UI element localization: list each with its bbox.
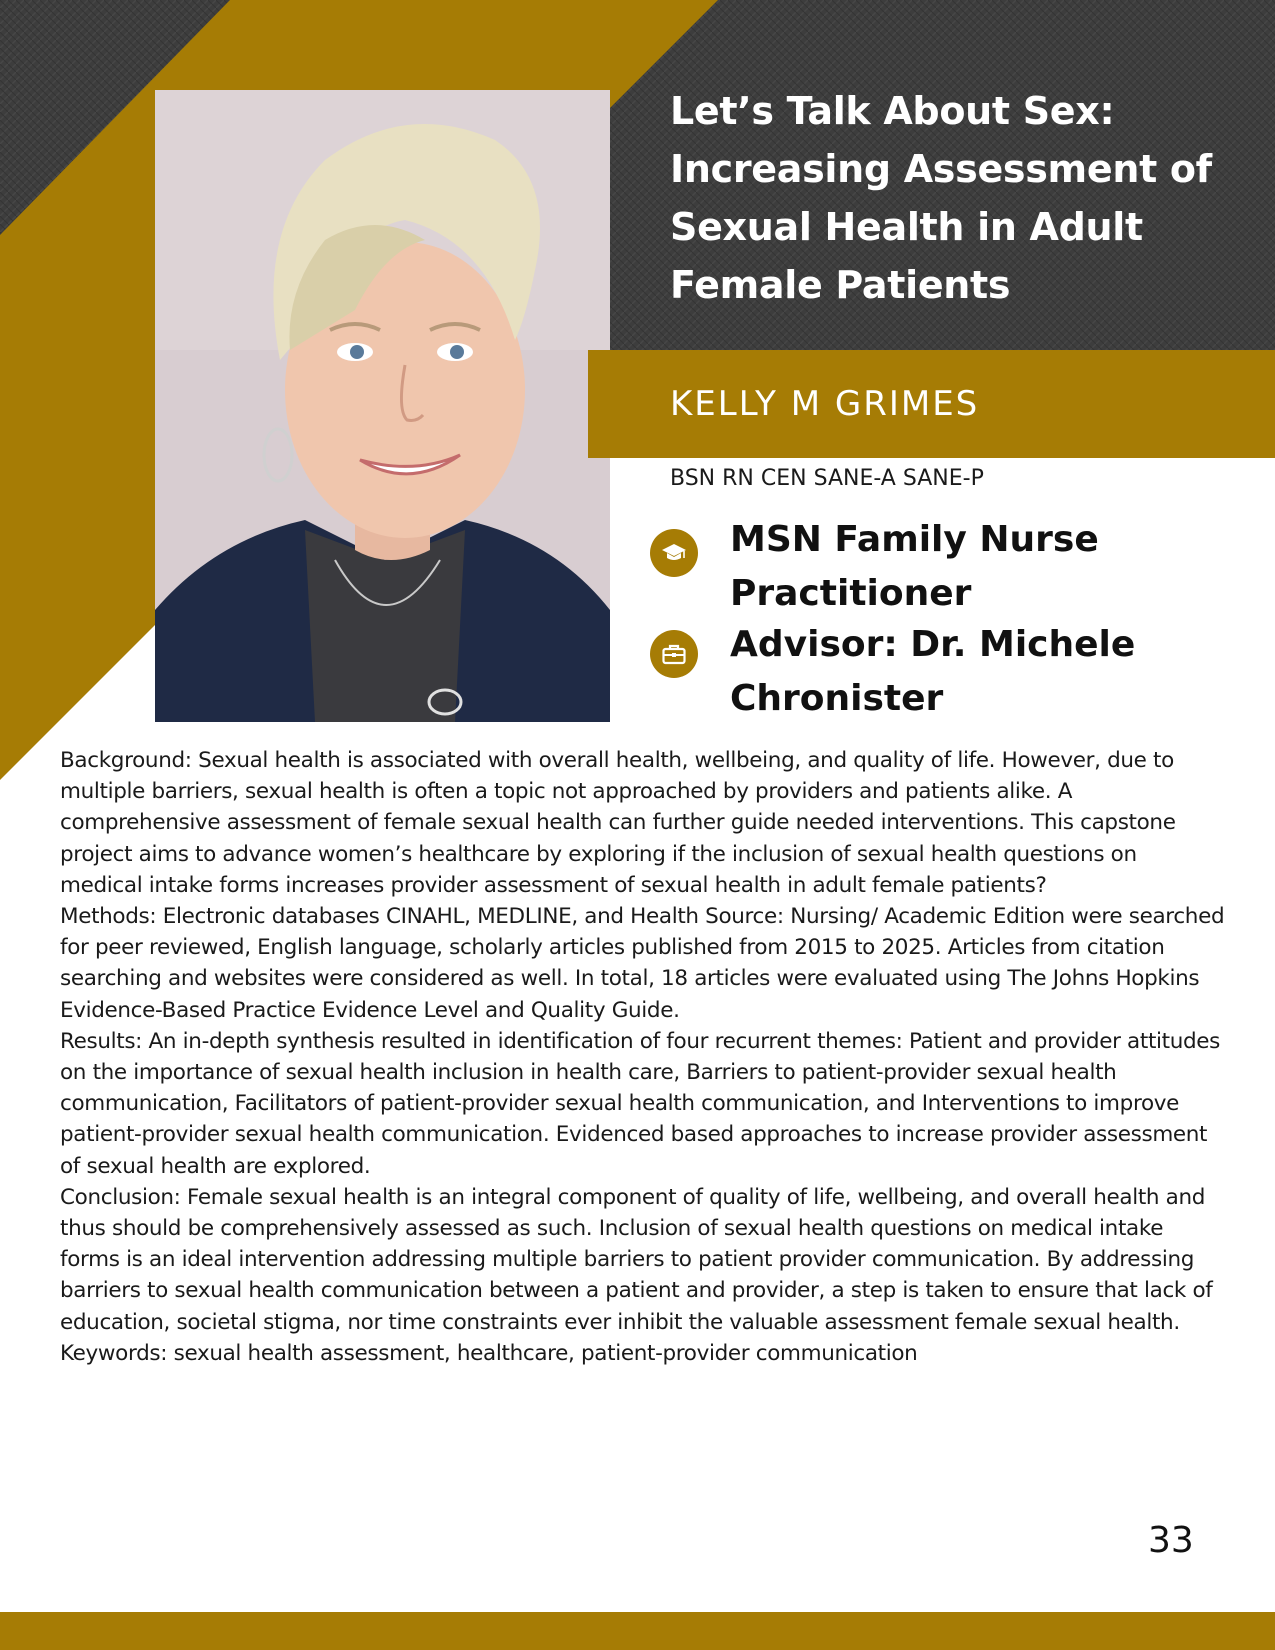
- graduation-cap-icon: [650, 529, 698, 577]
- page-number: 33: [1148, 1520, 1194, 1561]
- abstract-methods: Methods: Electronic databases CINAHL, MEDLINE, and Health Source: Nursing/ Academic Edition were searched for peer reviewed, English language, scholarly articles published from 2015 to 2025. Articles from citation searching and websites were considered as well. In total, 18 articles were evaluated using The Johns Hopkins Evidence-Based Practice Evidence Level and Quality Guide.: [60, 904, 1225, 1023]
- poster-title: Let’s Talk About Sex: Increasing Assessment of Sexual Health in Adult Female Patients: [670, 89, 1212, 307]
- author-name: KELLY M GRIMES: [670, 384, 980, 424]
- author-credentials: BSN RN CEN SANE-A SANE-P: [670, 466, 984, 491]
- abstract-body: [60, 745, 1225, 1369]
- bottom-gold-bar: [0, 1612, 1275, 1650]
- briefcase-icon: [650, 630, 698, 678]
- author-name-bar: [588, 350, 1275, 458]
- program-text: MSN Family Nurse Practitioner: [730, 519, 1099, 614]
- abstract-background: Background: Sexual health is associated with overall health, wellbeing, and quality of life. However, due to multiple barriers, sexual health is often a topic not approached by providers and patients alike. A comprehensive assessment of female sexual health can further guide needed interventions. This capstone project aims to advance women’s healthcare by exploring if the inclusion of sexual health questions on medical intake forms increases provider assessment of sexual health in adult female patients?: [60, 748, 1176, 898]
- abstract-conclusion: Conclusion: Female sexual health is an integral component of quality of life, wellbeing, and overall health and thus should be comprehensively assessed as such. Inclusion of sexual health questions on medical intake forms is an ideal intervention addressing multiple barriers to patient provider communication. By addressing barriers to sexual health communication between a patient and provider, a step is taken to ensure that lack of education, societal stigma, nor time constraints ever inhibit the valuable assessment female sexual health. Keywords: sexual health assessment, healthcare, patient-provider communication: [60, 1184, 1213, 1366]
- abstract-results: Results: An in-depth synthesis resulted in identification of four recurrent themes: Patient and provider attitudes on the importance of sexual health inclusion in health care, Barriers to patient-provider sexual health communication, Facilitators of patient-provider sexual health communication, and Interventions to improve patient-provider sexual health communication. Evidenced based approaches to increase provider assessment of sexual health are explored.: [60, 1028, 1221, 1179]
- advisor-text: Advisor: Dr. Michele Chronister: [730, 624, 1136, 719]
- author-photo: [155, 90, 610, 722]
